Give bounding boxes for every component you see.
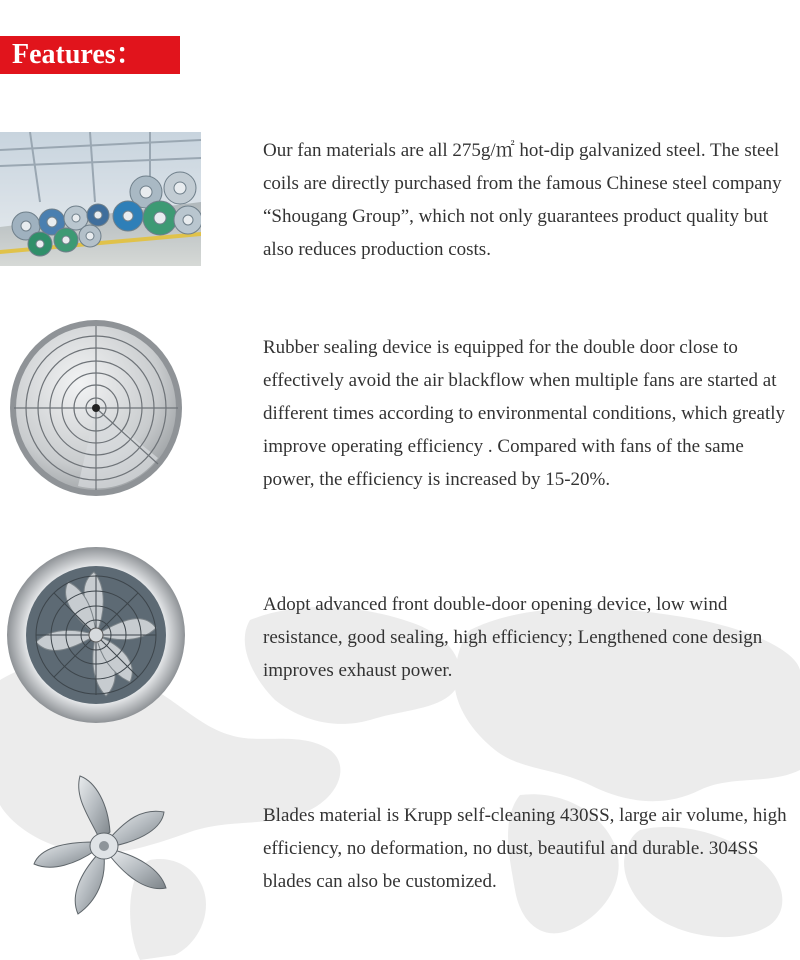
fan-door-grille-image — [8, 318, 184, 498]
steel-coils-image — [0, 132, 201, 266]
feature-text-blades: Blades material is Krupp self-cleaning 430SS, large air volume, high efficiency, no deformation, no dust, beautiful and durable. 304SS blades can also be customized. — [263, 805, 787, 892]
feature-text-front-door: Adopt advanced front double-door opening device, low wind resistance, good sealing, high efficiency; Lengthened cone design improves exhaust power. — [263, 594, 763, 681]
fan-blade-image — [14, 768, 194, 920]
feature-text-materials: Our fan materials are all 275g/㎡ hot-dip galvanized steel. The steel coils are directly purchased from the famous Chinese steel company “Shougang Group”, which not only guarantees product quality but also reduces production costs. — [263, 140, 782, 260]
fan-front-image — [6, 546, 186, 724]
feature-text-rubber-sealing: Rubber sealing device is equipped for the double door close to effectively avoid the air blackflow when multiple fans are started at different times according to environmental conditions, which greatly improve operating efficiency . Compared with fans of the same power, the efficiency is increased by 15-20%. — [263, 337, 785, 490]
features-header: Features： — [0, 36, 180, 74]
